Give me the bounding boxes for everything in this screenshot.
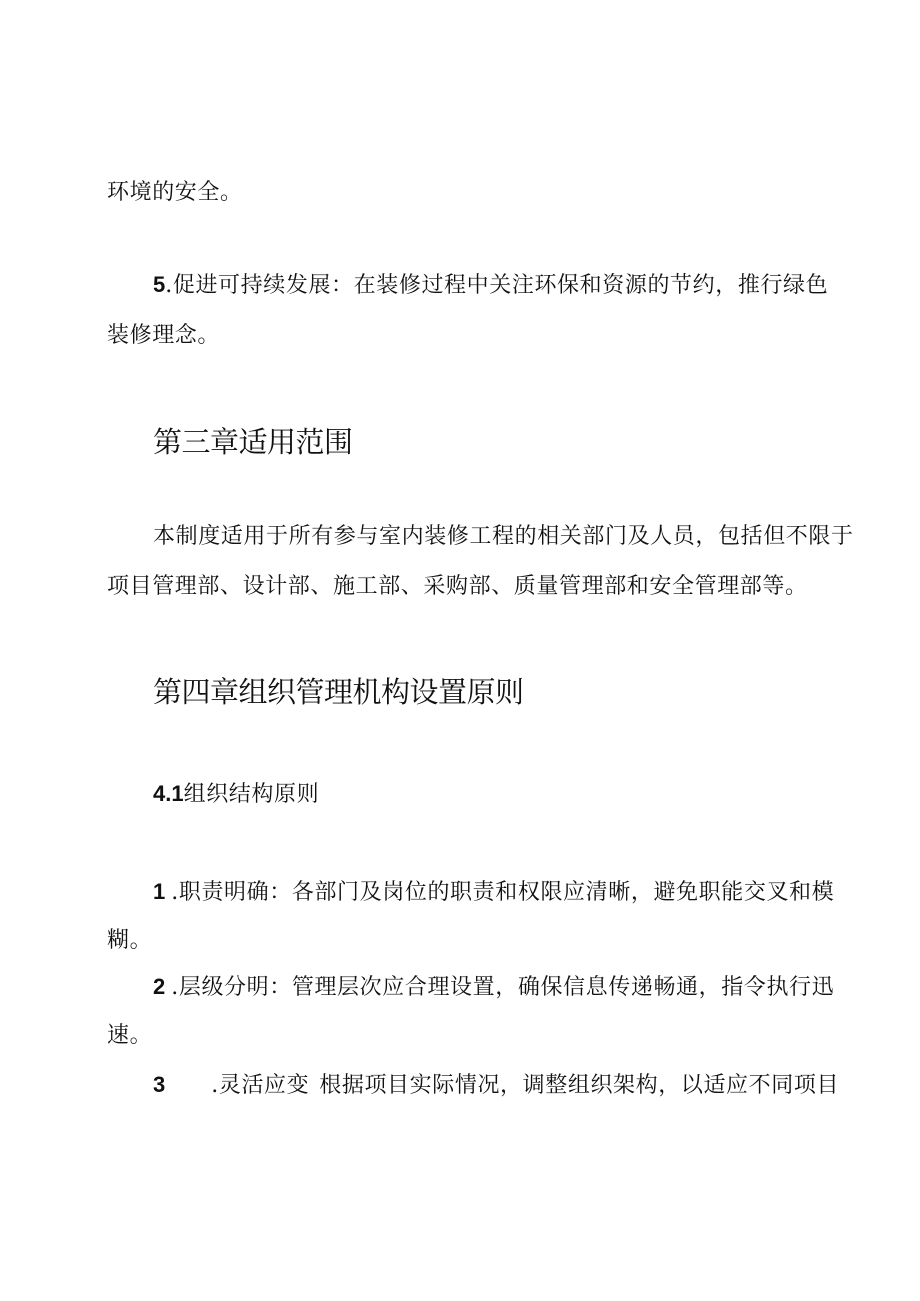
list-item-5 [153,270,828,301]
item-text: .灵活应变 [211,1073,310,1098]
section-number: 4.1 [153,781,184,806]
item-text-b: 根据项目实际情况，调整组织架构，以适应不同项目 [319,1073,840,1098]
chapter-4-heading [153,674,524,710]
paragraph-text: 本制度适用于所有参与室内装修工程的相关部门及人员，包括但不限于 [153,524,854,549]
chapter-4-title: 第四章组织管理机构设置原则 [153,675,524,709]
item-text-cont: 装修理念。 [107,323,221,348]
list-item-2 [153,972,834,1003]
item-text: .职责明确：各部门及岗位的职责和权限应清晰，避免职能交叉和模 [171,880,835,905]
item-text: .促进可持续发展：在装修过程中关注环保和资源的节约，推行绿色 [165,273,829,298]
list-item-5-cont [107,321,220,351]
list-item-2-cont [107,1021,152,1051]
paragraph-text: 环境的安全。 [107,180,243,205]
chapter-3-paragraph-cont [107,572,808,602]
paragraph-text-cont: 项目管理部、设计部、施工部、采购部、质量管理部和安全管理部等。 [107,574,808,599]
chapter-3-paragraph [153,522,854,552]
paragraph-continuation [107,178,243,208]
item-text-cont: 速。 [107,1023,153,1048]
chapter-3-heading [153,424,353,460]
item-text: .层级分明：管理层次应合理设置，确保信息传递畅通，指令执行迅 [171,975,835,1000]
list-item-1-cont [107,926,152,956]
item-number: 3 [153,1072,166,1097]
section-title: 组织结构原则 [183,782,320,807]
item-number: 2 [153,974,166,999]
item-text-cont: 糊。 [107,928,153,953]
chapter-3-title: 第三章适用范围 [153,425,353,459]
item-number: 1 [153,879,166,904]
item-number: 5 [153,272,166,297]
list-item-3 [153,1070,839,1101]
list-item-1 [153,877,834,908]
section-4-1-heading [153,779,319,810]
